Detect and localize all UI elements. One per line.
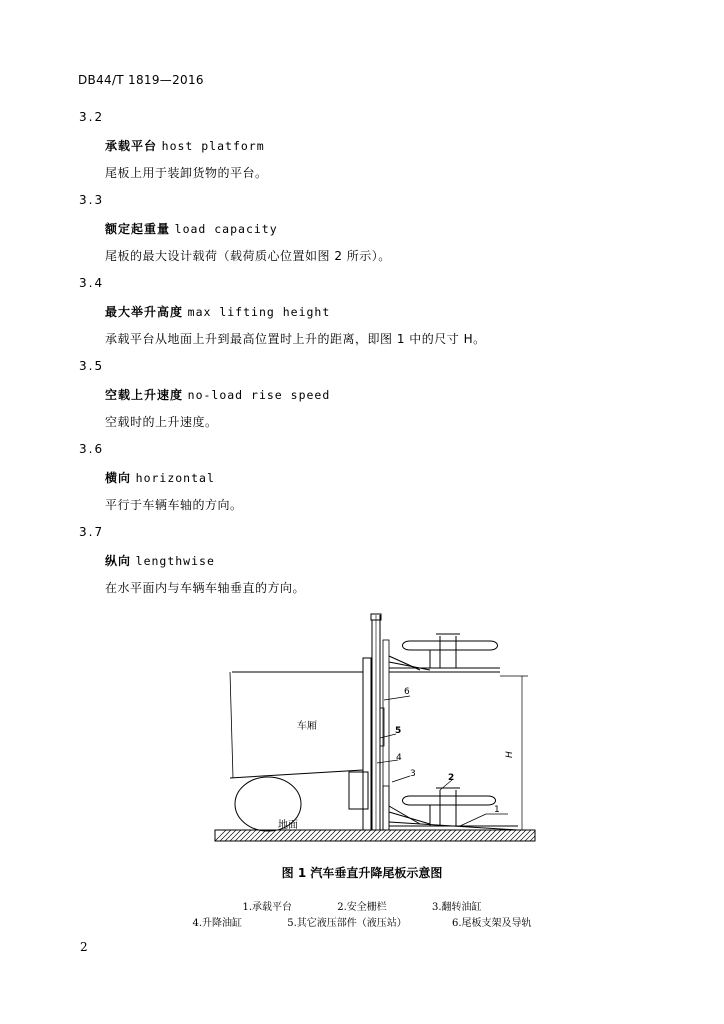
callout-1: 1 xyxy=(494,805,500,815)
legend-item: 6.尾板支架及导轨 xyxy=(451,918,532,929)
figure-title: 图 1 汽车垂直升降尾板示意图 xyxy=(281,866,443,880)
callout-4: 4 xyxy=(396,753,402,763)
clause-number: 3.7 xyxy=(79,525,105,539)
figure-legend-line-1 xyxy=(0,898,724,913)
clause-number: 3.2 xyxy=(79,110,105,124)
term-zh: 横向 xyxy=(105,471,132,485)
callout-2: 2 xyxy=(448,773,455,783)
hydraulic-station xyxy=(349,772,368,809)
ground-label: 地面 xyxy=(278,820,298,831)
term-en: load capacity xyxy=(174,222,278,236)
term-zh: 最大举升高度 xyxy=(105,305,184,319)
term-en: horizontal xyxy=(135,471,215,485)
legend-item: 1.承载平台 xyxy=(242,902,293,913)
legend-item: 5.其它液压部件（液压站） xyxy=(287,918,407,929)
callout-3: 3 xyxy=(410,769,416,779)
term-zh: 承载平台 xyxy=(105,139,158,153)
height-label: H xyxy=(505,751,515,758)
term-definition: 尾板的最大设计载荷（载荷质心位置如图 2 所示）。 xyxy=(105,249,391,263)
clause-number: 3.3 xyxy=(79,193,105,207)
legend-item: 2.安全栅栏 xyxy=(337,902,387,913)
platform-raised xyxy=(389,634,500,672)
term-en: no-load rise speed xyxy=(187,388,331,402)
page-number: 2 xyxy=(80,940,88,954)
callout-5: 5 xyxy=(395,726,402,736)
term-definition: 空载时的上升速度。 xyxy=(105,415,218,429)
term-definition: 平行于车辆车轴的方向。 xyxy=(105,498,243,512)
term-en: host platform xyxy=(161,139,265,153)
clause-number: 3.6 xyxy=(79,442,105,456)
term-zh: 额定起重量 xyxy=(105,222,171,236)
legend-item: 4.升降油缸 xyxy=(192,918,243,929)
legend-item: 3.翻转油缸 xyxy=(431,902,482,913)
term-definition: 在水平面内与车辆车轴垂直的方向。 xyxy=(105,581,306,595)
ground-strip xyxy=(215,830,535,841)
callout-6: 6 xyxy=(404,687,410,697)
clause-number: 3.4 xyxy=(79,276,105,290)
truck-label: 车厢 xyxy=(297,721,317,732)
clause-number: 3.5 xyxy=(79,359,105,373)
term-zh: 纵向 xyxy=(105,554,132,568)
term-en: max lifting height xyxy=(187,305,331,319)
tailgate-column xyxy=(363,658,371,830)
term-definition: 承载平台从地面上升到最高位置时上升的距离，即图 1 中的尺寸 H。 xyxy=(105,332,486,346)
term-zh: 空载上升速度 xyxy=(105,388,184,402)
term-en: lengthwise xyxy=(135,554,215,568)
term-definition: 尾板上用于装卸货物的平台。 xyxy=(105,166,268,180)
figure-legend-line-2 xyxy=(0,914,724,929)
standard-code: DB44/T 1819—2016 xyxy=(78,73,204,87)
